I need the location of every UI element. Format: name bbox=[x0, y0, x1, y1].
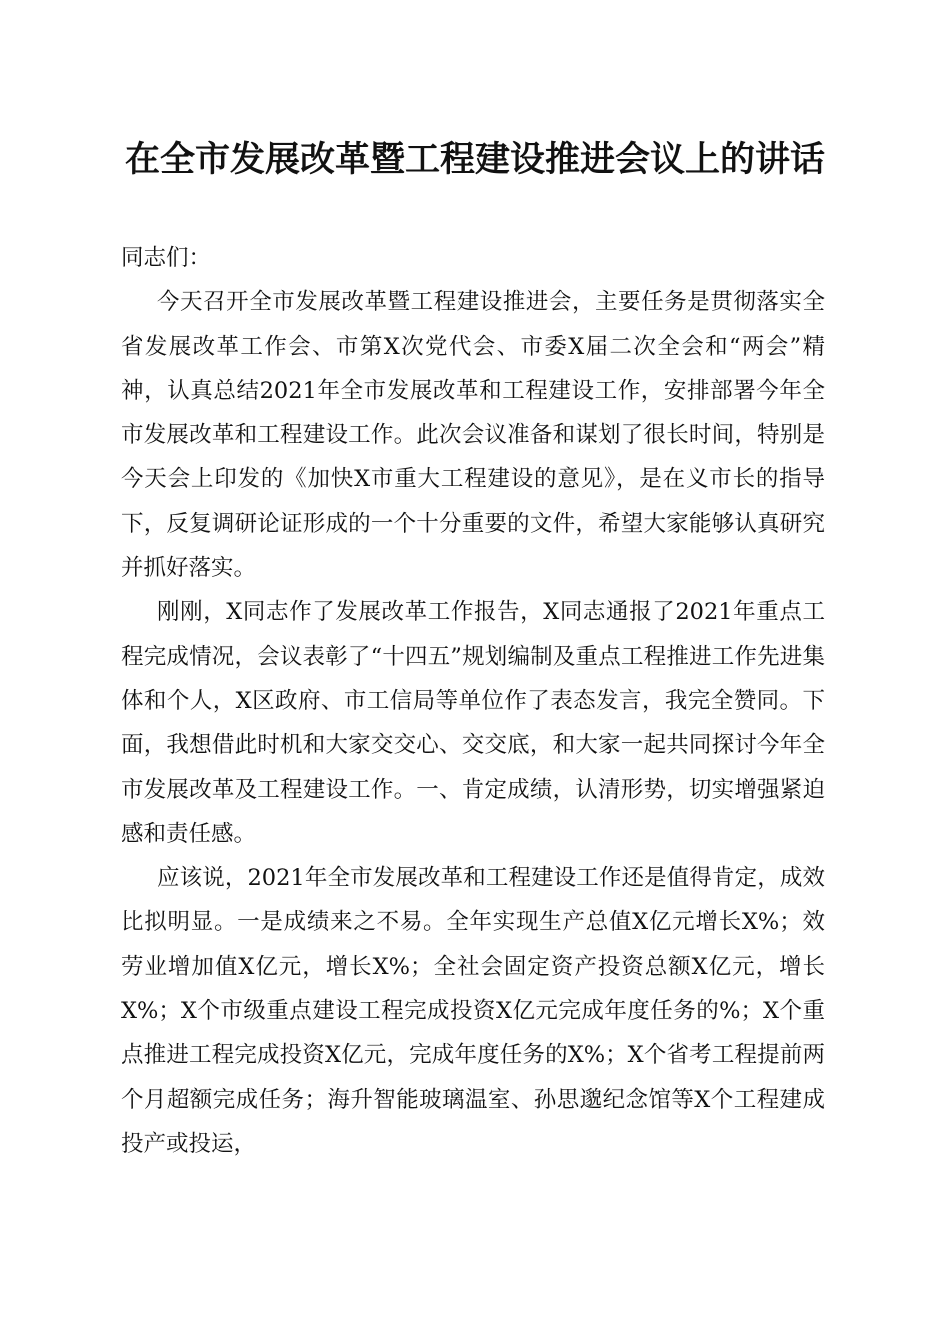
document-body bbox=[121, 236, 825, 1166]
salutation: 同志们： bbox=[121, 245, 212, 271]
paragraph-1: 今天召开全市发展改革暨工程建设推进会，主要任务是贯彻落实全省发展改革工作会、市第X次党代会、市委X届二次全会和“两会”精神，认真总结2021年全市发展改革和工程建设工作，安排部署今年全市发展改革和工程建设工作。此次会议准备和谋划了很长时间，特别是今天会上印发的《加快X市重大工程建设的意见》，是在义市长的指导下，反复调研论证形成的一个十分重要的文件，希望大家能够认真研究并抓好落实。 bbox=[121, 289, 825, 582]
document-title: 在全市发展改革暨工程建设推进会议上的讲话 bbox=[124, 139, 825, 180]
paragraph-3: 应该说，2021年全市发展改革和工程建设工作还是值得肯定，成效比拟明显。一是成绩来之不易。全年实现生产总值X亿元增长X%；效劳业增加值X亿元，增长X%；全社会固定资产投资总额X亿元，增长X%；X个市级重点建设工程完成投资X亿元完成年度任务的%；X个重点推进工程完成投资X亿元，完成年度任务的X%；X个省考工程提前两个月超额完成任务；海升智能玻璃温室、孙思邈纪念馆等X个工程建成投产或投运， bbox=[121, 865, 825, 1157]
paragraph-2: 刚刚，X同志作了发展改革工作报告，X同志通报了2021年重点工程完成情况，会议表彰了“十四五”规划编制及重点工程推进工作先进集体和个人，X区政府、市工信局等单位作了表态发言，我完全赞同。下面，我想借此时机和大家交交心、交交底，和大家一起共同探讨今年全市发展改革及工程建设工作。一、肯定成绩，认清形势，切实增强紧迫感和责任感。 bbox=[121, 599, 825, 847]
